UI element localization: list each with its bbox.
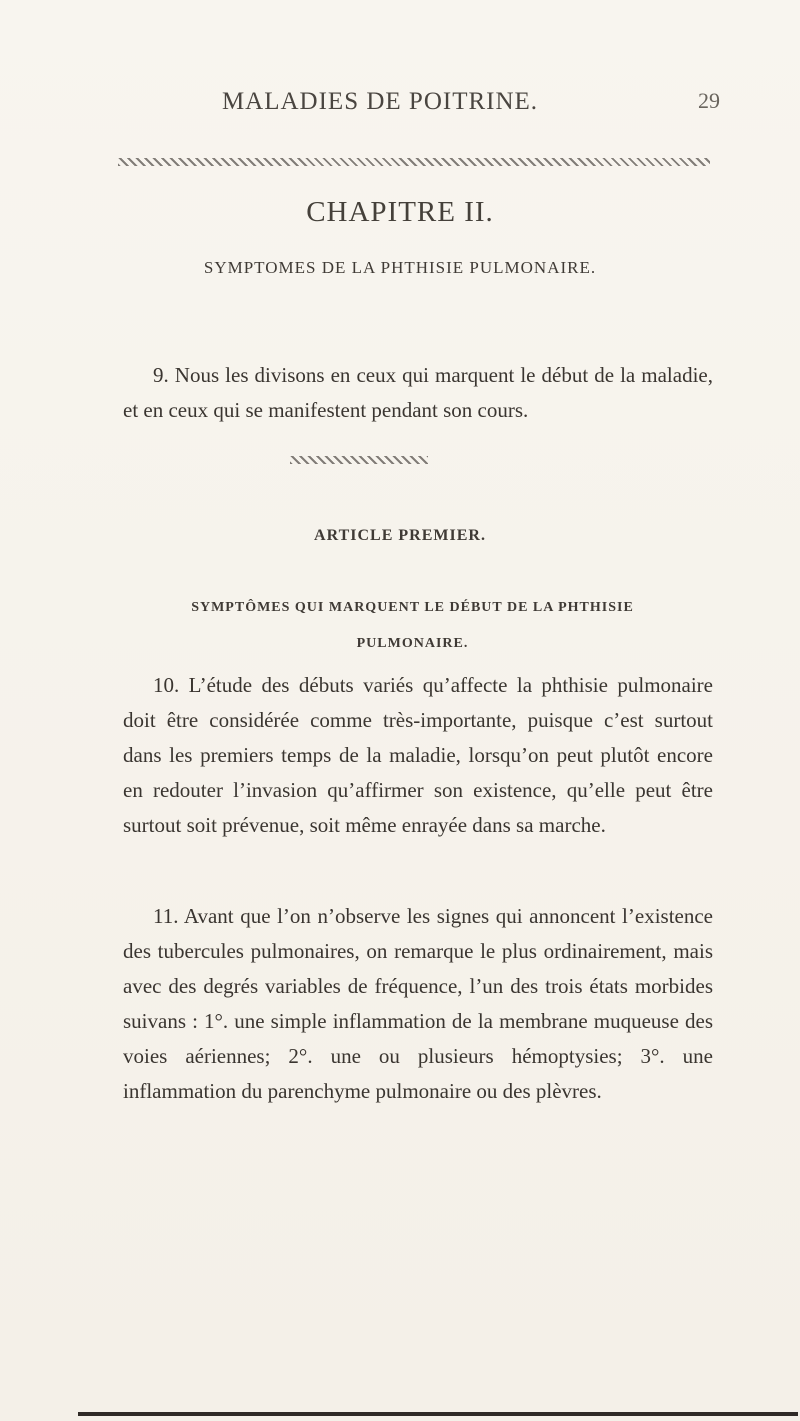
article-title: ARTICLE PREMIER. <box>314 527 486 544</box>
paragraph-11: 11. Avant que l’on n’observe les signes qui annoncent l’existence des tubercules pulmonaires, on remarque le plus ordinairement, mais avec des degrés variables de fréquence, l’un des trois états morbides suivans : 1°. une simple inflammation de la membrane muqueuse des voies aériennes; 2°. une ou plusieurs hémoptysies; 3°. une inflammation du parenchyme pulmonaire ou des plèvres. <box>123 904 713 1103</box>
running-header <box>0 88 800 128</box>
bottom-edge-rule <box>78 1412 798 1416</box>
paragraph-10: 10. L’étude des débuts variés qu’affecte la phthisie pulmonaire doit être considérée comme très-importante, puisque c’est surtout dans les premiers temps de la maladie, lorsqu’on peut plutôt encore en redouter l’invasion qu’affirmer son existence, qu’elle peut être surtout soit prévenue, soit même enrayée dans sa marche. <box>123 673 713 837</box>
chapter-subtitle: SYMPTOMES DE LA PHTHISIE PULMONAIRE. <box>203 258 597 277</box>
ornamental-rule-middle <box>290 456 428 464</box>
article-subtitle: SYMPTÔMES QUI MARQUENT LE DÉBUT DE LA PHTHISIE PULMONAIRE. <box>191 600 634 651</box>
page-number: 29 <box>698 88 720 113</box>
paragraph-9: 9. Nous les divisons en ceux qui marquent le début de la maladie, et en ceux qui se manifestent pendant son cours. <box>123 363 713 422</box>
ornamental-rule-top <box>118 158 710 166</box>
running-title: MALADIES DE POITRINE. <box>221 88 539 115</box>
chapter-title: CHAPITRE II. <box>306 196 494 228</box>
